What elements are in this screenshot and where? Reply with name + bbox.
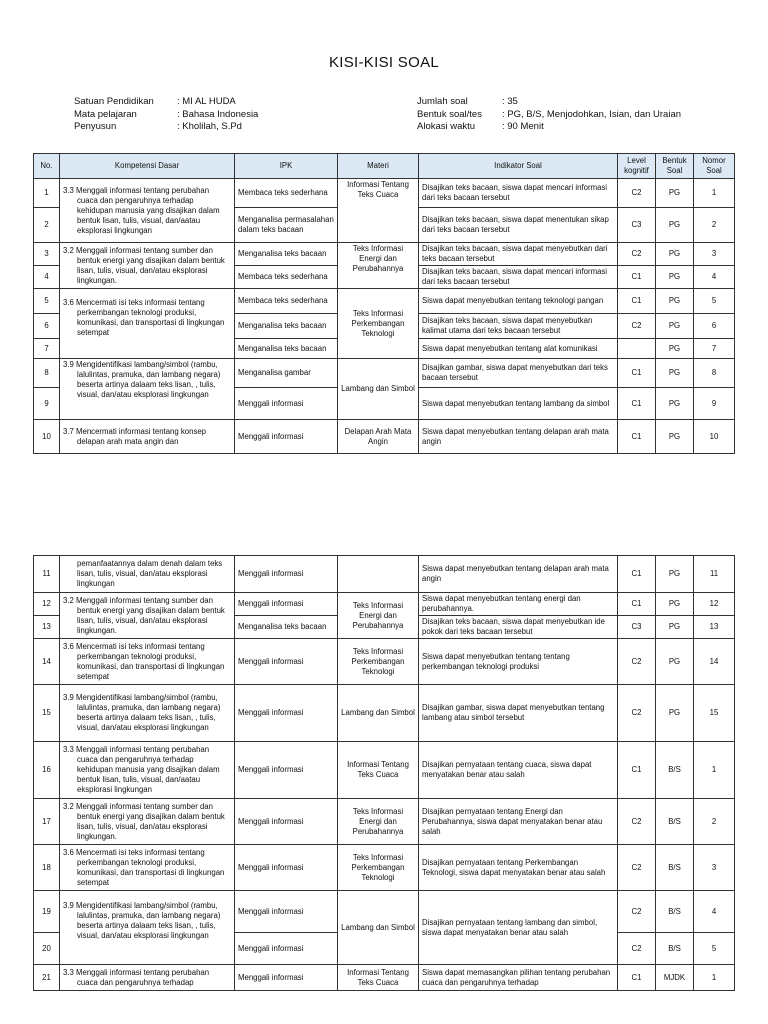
- cell-nomor: 4: [694, 891, 735, 933]
- meta-row-bentuk: [417, 109, 681, 122]
- cell-materi: Teks Informasi Perkembangan Teknologi: [338, 639, 419, 685]
- cell-bentuk: PG: [656, 339, 694, 359]
- cell-nomor: 9: [694, 388, 735, 420]
- cell-materi: Teks Informasi Energi dan Perubahannya: [338, 593, 419, 639]
- cell-indikator: Disajikan teks bacaan, siswa dapat menyebutkan dari teks bacaan tersebut: [419, 243, 618, 266]
- cell-bentuk: PG: [656, 179, 694, 208]
- cell-no: 18: [34, 845, 60, 891]
- meta-value: : PG, B/S, Menjodohkan, Isian, dan Uraian: [502, 108, 682, 120]
- header-indikator: Indikator Soal: [419, 154, 618, 179]
- meta-label: Penyusun: [74, 121, 117, 132]
- cell-ipk: Membaca teks sederhana: [235, 179, 338, 208]
- cell-level: C2: [618, 799, 656, 845]
- cell-no: 11: [34, 556, 60, 593]
- cell-level: C3: [618, 616, 656, 639]
- cell-level: C2: [618, 243, 656, 266]
- cell-ipk: Menggali informasi: [235, 965, 338, 991]
- cell-level: C2: [618, 685, 656, 742]
- cell-bentuk: PG: [656, 266, 694, 289]
- cell-bentuk: PG: [656, 359, 694, 388]
- table-row: [34, 420, 735, 454]
- meta-value: : 35: [502, 96, 518, 107]
- cell-nomor: 1: [694, 179, 735, 208]
- cell-ipk: Menggali informasi: [235, 639, 338, 685]
- cell-bentuk: PG: [656, 420, 694, 454]
- cell-bentuk: MJDK: [656, 965, 694, 991]
- cell-materi: Lambang dan Simbol: [338, 685, 419, 742]
- cell-indikator: Siswa dapat menyebutkan tentang alat komunikasi: [419, 339, 618, 359]
- header-kompetensi-dasar: Kompetensi Dasar: [60, 154, 235, 179]
- cell-no: 13: [34, 616, 60, 639]
- table-row: [34, 289, 735, 314]
- cell-indikator: Disajikan teks bacaan, siswa dapat menentukan sikap dari teks bacaan tersebut: [419, 208, 618, 243]
- cell-kompetensi-dasar: 3.2 Menggali informasi tentang sumber dan bentuk energi yang disajikan dalam bentuk lisan, tulis, visual, dan/atau eksplorasi lingkungan.: [60, 593, 235, 639]
- cell-bentuk: PG: [656, 685, 694, 742]
- cell-level: C1: [618, 359, 656, 388]
- cell-materi: Teks Informasi Perkembangan Teknologi: [338, 845, 419, 891]
- cell-level: C2: [618, 845, 656, 891]
- cell-level: C2: [618, 314, 656, 339]
- cell-no: 3: [34, 243, 60, 266]
- cell-level: C2: [618, 891, 656, 933]
- cell-ipk: Menganalisa permasalahan dalam teks bacaan: [235, 208, 338, 243]
- table-row: [34, 179, 735, 208]
- cell-level: C1: [618, 965, 656, 991]
- cell-indikator: Siswa dapat menyebutkan tentang tentang perkembangan teknologi produksi: [419, 639, 618, 685]
- cell-ipk: Menggali informasi: [235, 845, 338, 891]
- cell-bentuk: PG: [656, 593, 694, 616]
- cell-indikator: Disajikan gambar, siswa dapat menyebutkan tentang lambang atau simbol tersebut: [419, 685, 618, 742]
- cell-no: 17: [34, 799, 60, 845]
- cell-indikator: Disajikan teks bacaan, siswa dapat mencari informasi dari teks bacaan tersebut: [419, 179, 618, 208]
- cell-no: 21: [34, 965, 60, 991]
- cell-indikator: Disajikan pernyataan tentang Perkembangan Teknologi, siswa dapat menyatakan benar atau salah: [419, 845, 618, 891]
- cell-nomor: 1: [694, 965, 735, 991]
- cell-bentuk: PG: [656, 314, 694, 339]
- cell-no: 15: [34, 685, 60, 742]
- cell-level: C1: [618, 266, 656, 289]
- cell-kompetensi-dasar: 3.9 Mengidentifikasi lambang/simbol (rambu, lalulintas, pramuka, dan lambang negara) beserta artinya dalaam teks lisan, , tulis, visual, dan/atau eksplorasi lingkungan: [60, 891, 235, 965]
- cell-indikator: Siswa dapat menyebutkan tentang delapan arah mata angin: [419, 420, 618, 454]
- table-row: [34, 593, 735, 616]
- meta-label: Jumlah soal: [417, 96, 468, 107]
- cell-materi: Teks Informasi Perkembangan Teknologi: [338, 289, 419, 359]
- cell-no: 1: [34, 179, 60, 208]
- cell-kompetensi-dasar: 3.3 Menggali informasi tentang perubahan cuaca dan pengaruhnya terhadap kehidupan manusia yang disajikan dalam bentuk lisan, tulis, visual, dan/aatau eksplorasi lingkungan: [60, 179, 235, 243]
- cell-ipk: Menggali informasi: [235, 933, 338, 965]
- cell-no: 4: [34, 266, 60, 289]
- cell-bentuk: PG: [656, 243, 694, 266]
- meta-row-mapel: [74, 109, 258, 122]
- header-ipk: IPK: [235, 154, 338, 179]
- header-materi: Materi: [338, 154, 419, 179]
- cell-ipk: Menggali informasi: [235, 593, 338, 616]
- cell-no: 10: [34, 420, 60, 454]
- cell-bentuk: PG: [656, 556, 694, 593]
- cell-indikator: Disajikan teks bacaan, siswa dapat mencari informasi dari teks bacaan tersebut: [419, 266, 618, 289]
- cell-materi: Teks Informasi Energi dan Perubahannya: [338, 799, 419, 845]
- meta-value: : Bahasa Indonesia: [177, 108, 259, 120]
- cell-materi: Informasi Tentang Teks Cuaca: [338, 179, 419, 243]
- header-no: No.: [34, 154, 60, 179]
- cell-indikator: Disajikan pernyataan tentang lambang dan simbol, siswa dapat menyatakan benar atau salah: [419, 891, 618, 965]
- cell-kompetensi-dasar: 3.6 Mencermati isi teks informasi tentang perkembangan teknologi produksi, komunikasi, dan transportasi di lingkungan setempat: [60, 289, 235, 359]
- cell-materi: Informasi Tentang Teks Cuaca: [338, 742, 419, 799]
- cell-level: C1: [618, 742, 656, 799]
- header-level: Level kognitif: [618, 154, 656, 179]
- cell-bentuk: B/S: [656, 845, 694, 891]
- meta-row-jumlah: [417, 96, 681, 109]
- cell-level: C1: [618, 420, 656, 454]
- cell-bentuk: PG: [656, 616, 694, 639]
- meta-label: Satuan Pendidikan: [74, 96, 154, 107]
- cell-no: 6: [34, 314, 60, 339]
- cell-nomor: 3: [694, 243, 735, 266]
- cell-kompetensi-dasar: 3.9 Mengidentifikasi lambang/simbol (rambu, lalulintas, pramuka, dan lambang negara) beserta artinya dalaam teks lisan, , tulis, visual, dan/atau eksplorasi lingkungan: [60, 359, 235, 420]
- cell-nomor: 14: [694, 639, 735, 685]
- cell-nomor: 5: [694, 933, 735, 965]
- cell-ipk: Membaca teks sederhana: [235, 289, 338, 314]
- header-nomor: Nomor Soal: [694, 154, 735, 179]
- cell-ipk: Menggali informasi: [235, 891, 338, 933]
- cell-bentuk: B/S: [656, 799, 694, 845]
- cell-nomor: 1: [694, 742, 735, 799]
- cell-nomor: 3: [694, 845, 735, 891]
- cell-indikator: Disajikan pernyataan tentang Energi dan Perubahannya, siswa dapat menyatakan benar atau salah: [419, 799, 618, 845]
- cell-kompetensi-dasar: 3.6 Mencermati isi teks informasi tentang perkembangan teknologi produksi, komunikasi, dan transportasi di lingkungan setempat: [60, 639, 235, 685]
- cell-no: 12: [34, 593, 60, 616]
- cell-indikator: Siswa dapat menyebutkan tentang teknologi pangan: [419, 289, 618, 314]
- cell-indikator: Siswa dapat menyebutkan tentang energi dan perubahannya.: [419, 593, 618, 616]
- cell-nomor: 10: [694, 420, 735, 454]
- cell-materi: Teks Informasi Energi dan Perubahannya: [338, 243, 419, 289]
- cell-materi: [338, 556, 419, 593]
- cell-kompetensi-dasar: 3.6 Mencermati isi teks informasi tentang perkembangan teknologi produksi, komunikasi, dan transportasi di lingkungan setempat: [60, 845, 235, 891]
- cell-ipk: Menganalisa teks bacaan: [235, 314, 338, 339]
- cell-indikator: Disajikan pernyataan tentang cuaca, siswa dapat menyatakan benar atau salah: [419, 742, 618, 799]
- cell-no: 19: [34, 891, 60, 933]
- cell-no: 20: [34, 933, 60, 965]
- cell-no: 9: [34, 388, 60, 420]
- cell-ipk: Menggali informasi: [235, 742, 338, 799]
- cell-level: C2: [618, 639, 656, 685]
- cell-nomor: 6: [694, 314, 735, 339]
- cell-level: C3: [618, 208, 656, 243]
- cell-level: C1: [618, 289, 656, 314]
- cell-nomor: 15: [694, 685, 735, 742]
- meta-label: Alokasi waktu: [417, 121, 476, 132]
- table-row: [34, 845, 735, 891]
- table-row: [34, 639, 735, 685]
- cell-level: C1: [618, 556, 656, 593]
- cell-indikator: Disajikan teks bacaan, siswa dapat menyebutkan ide pokok dari teks bacaan tersebut: [419, 616, 618, 639]
- cell-kompetensi-dasar: pemanfaatannya dalam denah dalam teks lisan, tulis, visual, dan/atau eksplorasi lingkungan: [60, 556, 235, 593]
- cell-nomor: 12: [694, 593, 735, 616]
- cell-bentuk: PG: [656, 639, 694, 685]
- cell-ipk: Menganalisa teks bacaan: [235, 243, 338, 266]
- table-row: [34, 742, 735, 799]
- cell-indikator: Siswa dapat menyebutkan tentang delapan arah mata angin: [419, 556, 618, 593]
- table-row: [34, 799, 735, 845]
- cell-ipk: Menganalisa gambar: [235, 359, 338, 388]
- table-header-row: [34, 154, 735, 179]
- cell-kompetensi-dasar: 3.7 Mencermati informasi tentang konsep delapan arah mata angin dan: [60, 420, 235, 454]
- cell-ipk: Menggali informasi: [235, 556, 338, 593]
- cell-level: C1: [618, 593, 656, 616]
- cell-no: 16: [34, 742, 60, 799]
- cell-level: C2: [618, 179, 656, 208]
- cell-kompetensi-dasar: 3.9 Mengidentifikasi lambang/simbol (rambu, lalulintas, pramuka, dan lambang negara) beserta artinya dalaam teks lisan, , tulis, visual, dan/atau eksplorasi lingkungan: [60, 685, 235, 742]
- cell-ipk: Menganalisa teks bacaan: [235, 616, 338, 639]
- cell-ipk: Menggali informasi: [235, 685, 338, 742]
- cell-kompetensi-dasar: 3.3 Menggali informasi tentang perubahan cuaca dan pengaruhnya terhadap kehidupan manusia yang disajikan dalam bentuk lisan, tulis, visual, dan/aatau eksplorasi lingkungan: [60, 742, 235, 799]
- cell-ipk: Menganalisa teks bacaan: [235, 339, 338, 359]
- cell-kompetensi-dasar: 3.2 Menggali informasi tentang sumber dan bentuk energi yang disajikan dalam bentuk lisan, tulis, visual, dan/atau eksplorasi lingkungan.: [60, 799, 235, 845]
- table-row: [34, 965, 735, 991]
- cell-no: 2: [34, 208, 60, 243]
- cell-nomor: 2: [694, 208, 735, 243]
- cell-level: [618, 339, 656, 359]
- cell-ipk: Menggali informasi: [235, 799, 338, 845]
- cell-nomor: 7: [694, 339, 735, 359]
- cell-nomor: 4: [694, 266, 735, 289]
- meta-value: : MI AL HUDA: [177, 96, 236, 107]
- cell-bentuk: B/S: [656, 891, 694, 933]
- cell-indikator: Disajikan gambar, siswa dapat menyebutkan dari teks bacaan tersebut: [419, 359, 618, 388]
- cell-nomor: 2: [694, 799, 735, 845]
- table-row: [34, 556, 735, 593]
- meta-row-penyusun: [74, 121, 258, 134]
- table-row: [34, 359, 735, 388]
- cell-bentuk: PG: [656, 208, 694, 243]
- cell-ipk: Membaca teks sederhana: [235, 266, 338, 289]
- cell-bentuk: PG: [656, 388, 694, 420]
- cell-bentuk: B/S: [656, 742, 694, 799]
- cell-indikator: Disajikan teks bacaan, siswa dapat menyebutkan kalimat utama dari teks bacaan tersebut: [419, 314, 618, 339]
- cell-nomor: 13: [694, 616, 735, 639]
- page-title: KISI-KISI SOAL: [328, 54, 440, 71]
- table-row: [34, 891, 735, 933]
- cell-no: 14: [34, 639, 60, 685]
- cell-materi: Informasi Tentang Teks Cuaca: [338, 965, 419, 991]
- cell-no: 5: [34, 289, 60, 314]
- cell-no: 8: [34, 359, 60, 388]
- cell-kompetensi-dasar: 3.2 Menggali informasi tentang sumber dan bentuk energi yang disajikan dalam bentuk lisan, tulis, visual, dan/atau eksplorasi lingkungan.: [60, 243, 235, 289]
- meta-row-satuan: [74, 96, 258, 109]
- cell-ipk: Menggali informasi: [235, 388, 338, 420]
- cell-nomor: 11: [694, 556, 735, 593]
- cell-nomor: 5: [694, 289, 735, 314]
- meta-value: : Kholilah, S.Pd: [177, 121, 242, 132]
- table-row: [34, 685, 735, 742]
- cell-indikator: Siswa dapat memasangkan pilihan tentang perubahan cuaca dan pengaruhnya terhadap: [419, 965, 618, 991]
- cell-kompetensi-dasar: 3.3 Menggali informasi tentang perubahan cuaca dan pengaruhnya terhadap: [60, 965, 235, 991]
- cell-ipk: Menggali informasi: [235, 420, 338, 454]
- meta-row-alokasi: [417, 121, 681, 134]
- cell-no: 7: [34, 339, 60, 359]
- kisi-table-page-1: [33, 153, 735, 454]
- cell-nomor: 8: [694, 359, 735, 388]
- meta-label: Bentuk soal/tes: [417, 108, 482, 120]
- cell-materi: Delapan Arah Mata Angin: [338, 420, 419, 454]
- cell-level: C1: [618, 388, 656, 420]
- kisi-table-page-2: [33, 555, 735, 991]
- cell-bentuk: PG: [656, 289, 694, 314]
- cell-bentuk: B/S: [656, 933, 694, 965]
- cell-indikator: Siswa dapat menyebutkan tentang lambang da simbol: [419, 388, 618, 420]
- header-bentuk: Bentuk Soal: [656, 154, 694, 179]
- meta-label: Mata pelajaran: [74, 108, 137, 120]
- meta-info-right: [417, 96, 681, 134]
- meta-info-left: [74, 96, 258, 134]
- meta-value: : 90 Menit: [502, 121, 544, 132]
- table-row: [34, 243, 735, 266]
- cell-materi: Lambang dan Simbol: [338, 359, 419, 420]
- cell-materi: Lambang dan Simbol: [338, 891, 419, 965]
- cell-level: C2: [618, 933, 656, 965]
